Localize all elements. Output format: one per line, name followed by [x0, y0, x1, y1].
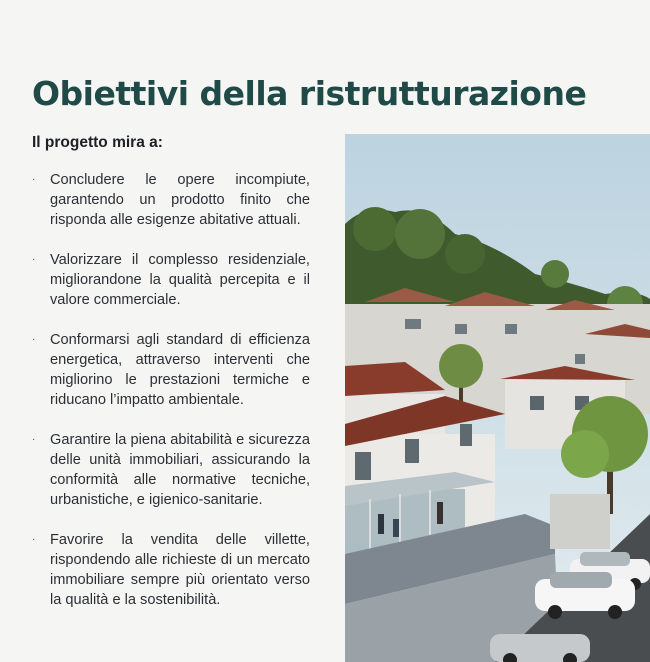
page-title: Obiettivi della ristrutturazione	[32, 74, 587, 113]
bullet-marker: ·	[32, 434, 36, 445]
bullet-marker: ·	[32, 254, 36, 265]
residential-complex-illustration	[345, 134, 650, 662]
objective-item	[32, 530, 310, 610]
objective-text: Favorire la vendita delle villette, rispondendo alle richieste di un mercato immobiliare sempre più orientato verso la qualità e la sostenibilità.	[50, 532, 310, 608]
objective-item	[32, 250, 310, 310]
objective-item	[32, 170, 310, 230]
objectives-list	[32, 170, 310, 630]
objective-item	[32, 330, 310, 410]
objective-text: Concludere le opere incompiute, garantendo un prodotto finito che risponda alle esigenze abitative attuali.	[50, 172, 310, 228]
intro-text: Il progetto mira a:	[32, 134, 163, 151]
objective-text: Conformarsi agli standard di efficienza energetica, attraverso interventi che migliorino le prestazioni termiche e riducano l’impatto ambientale.	[50, 332, 310, 408]
bullet-marker: ·	[32, 534, 36, 545]
rendering-image	[345, 134, 650, 662]
objective-text: Garantire la piena abitabilità e sicurezza delle unità immobiliari, assicurando la conformità alle normative tecniche, urbanistiche, e igienico-sanitarie.	[50, 432, 310, 508]
bullet-marker: ·	[32, 174, 36, 185]
objective-item	[32, 430, 310, 510]
car	[490, 634, 590, 662]
objective-text: Valorizzare il complesso residenziale, migliorandone la qualità percepita e il valore commerciale.	[50, 252, 310, 308]
bullet-marker: ·	[32, 334, 36, 345]
